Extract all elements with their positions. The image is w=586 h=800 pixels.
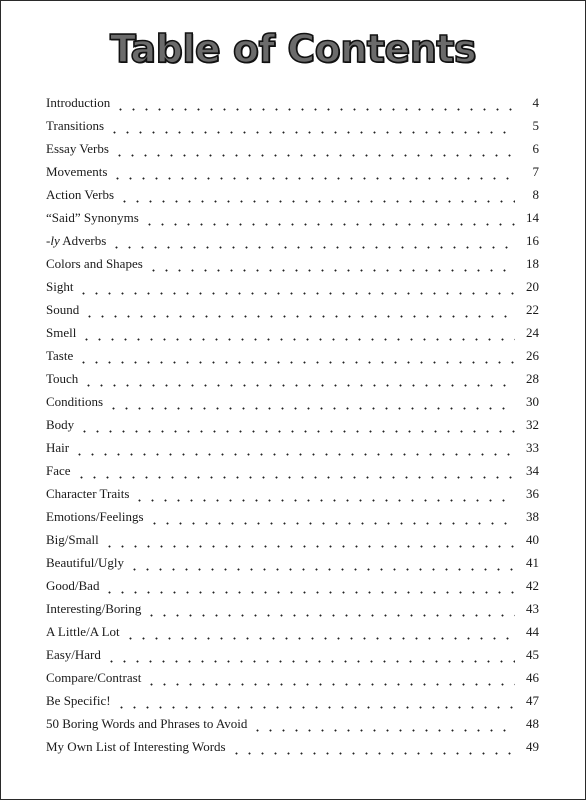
italic-prefix: -ly <box>46 233 60 248</box>
toc-entry-page-number: 30 <box>526 394 539 409</box>
toc-entry[interactable] <box>46 647 539 670</box>
toc-entry[interactable] <box>46 509 539 532</box>
toc-entry-title: Beautiful/Ugly <box>46 555 124 570</box>
dot-leader <box>108 131 515 134</box>
toc-entry[interactable] <box>46 463 539 486</box>
toc-entry[interactable] <box>46 417 539 440</box>
dot-leader <box>128 568 515 571</box>
dot-leader <box>82 384 515 387</box>
dot-leader <box>75 476 515 479</box>
toc-entry-page-number: 5 <box>532 118 539 133</box>
toc-entry[interactable] <box>46 624 539 647</box>
toc-entry-page-number: 47 <box>526 693 539 708</box>
toc-entry-page-number: 46 <box>526 670 539 685</box>
toc-entry[interactable] <box>46 348 539 371</box>
toc-entry[interactable] <box>46 141 539 164</box>
page-title: Table of Contents <box>109 27 477 71</box>
dot-leader <box>143 223 515 226</box>
toc-entry-page-number: 45 <box>526 647 539 662</box>
toc-entry[interactable] <box>46 555 539 578</box>
toc-entry-title: Sight <box>46 279 74 294</box>
dot-leader <box>110 246 515 249</box>
toc-entry[interactable] <box>46 118 539 141</box>
toc-entry-title: “Said” Synonyms <box>46 210 139 225</box>
dot-leader <box>114 108 515 111</box>
toc-entry[interactable] <box>46 486 539 509</box>
toc-entry-page-number: 18 <box>526 256 539 271</box>
toc-entry-page-number: 26 <box>526 348 539 363</box>
toc-entry-page-number: 32 <box>526 417 539 432</box>
toc-entry-title: Touch <box>46 371 79 386</box>
toc-entry-title: Hair <box>46 440 70 455</box>
toc-entry-page-number: 16 <box>526 233 539 248</box>
toc-entry-title: Smell <box>46 325 77 340</box>
toc-entry[interactable] <box>46 578 539 601</box>
toc-entry-page-number: 7 <box>532 164 539 179</box>
toc-entry-page-number: 22 <box>526 302 539 317</box>
toc-entry-title: Compare/Contrast <box>46 670 142 685</box>
toc-entry[interactable] <box>46 164 539 187</box>
toc-entry-page-number: 20 <box>526 279 539 294</box>
toc-entry-title: 50 Boring Words and Phrases to Avoid <box>46 716 248 731</box>
table-of-contents <box>46 95 539 762</box>
toc-entry-page-number: 36 <box>526 486 539 501</box>
dot-leader <box>148 522 516 525</box>
toc-entry-title: Good/Bad <box>46 578 100 593</box>
toc-entry[interactable] <box>46 210 539 233</box>
toc-entry-page-number: 4 <box>532 95 539 110</box>
toc-entry-page-number: 28 <box>526 371 539 386</box>
toc-entry[interactable] <box>46 371 539 394</box>
dot-leader <box>107 407 515 410</box>
toc-entry-title: Colors and Shapes <box>46 256 143 271</box>
toc-entry-title: Be Specific! <box>46 693 111 708</box>
toc-entry[interactable] <box>46 325 539 348</box>
toc-entry-page-number: 33 <box>526 440 539 455</box>
toc-entry[interactable] <box>46 670 539 693</box>
toc-entry-title: Transitions <box>46 118 105 133</box>
dot-leader <box>111 177 515 180</box>
toc-entry-page-number: 40 <box>526 532 539 547</box>
toc-entry[interactable] <box>46 233 539 256</box>
toc-entry[interactable] <box>46 532 539 555</box>
dot-leader <box>113 154 515 157</box>
toc-entry[interactable] <box>46 739 539 762</box>
dot-leader <box>145 683 515 686</box>
toc-entry[interactable] <box>46 279 539 302</box>
dot-leader <box>133 499 515 502</box>
toc-entry-title: Movements <box>46 164 108 179</box>
toc-entry[interactable] <box>46 394 539 417</box>
dot-leader <box>115 706 515 709</box>
toc-entry-title: Essay Verbs <box>46 141 109 156</box>
dot-leader <box>78 430 515 433</box>
toc-entry-page-number: 43 <box>526 601 539 616</box>
toc-entry-title: Big/Small <box>46 532 99 547</box>
toc-entry-title: Emotions/Feelings <box>46 509 144 524</box>
dot-leader <box>124 637 515 640</box>
toc-entry[interactable] <box>46 95 539 118</box>
toc-entry-page-number: 34 <box>526 463 539 478</box>
toc-entry[interactable] <box>46 440 539 463</box>
toc-entry-title: Taste <box>46 348 74 363</box>
toc-entry-title: Interesting/Boring <box>46 601 142 616</box>
toc-entry-title: Body <box>46 417 75 432</box>
toc-entry-page-number: 44 <box>526 624 539 639</box>
toc-entry[interactable] <box>46 302 539 325</box>
dot-leader <box>73 453 515 456</box>
dot-leader <box>103 591 515 594</box>
dot-leader <box>77 292 515 295</box>
toc-entry-page-number: 8 <box>532 187 539 202</box>
toc-entry-page-number: 6 <box>532 141 539 156</box>
dot-leader <box>83 315 515 318</box>
toc-entry-title: Sound <box>46 302 80 317</box>
toc-entry-page-number: 41 <box>526 555 539 570</box>
toc-entry[interactable] <box>46 716 539 739</box>
toc-entry-page-number: 14 <box>526 210 539 225</box>
toc-entry-title: -ly Adverbs <box>46 233 107 248</box>
toc-entry-title: Action Verbs <box>46 187 115 202</box>
dot-leader <box>77 361 515 364</box>
toc-entry-title: Conditions <box>46 394 104 409</box>
toc-entry[interactable] <box>46 256 539 279</box>
toc-entry-page-number: 24 <box>526 325 539 340</box>
toc-entry-title: Introduction <box>46 95 111 110</box>
dot-leader <box>230 752 515 755</box>
toc-entry[interactable] <box>46 693 539 716</box>
toc-entry[interactable] <box>46 187 539 210</box>
dot-leader <box>118 200 515 203</box>
toc-entry-title: My Own List of Interesting Words <box>46 739 226 754</box>
dot-leader <box>80 338 515 341</box>
toc-entry-title: Easy/Hard <box>46 647 101 662</box>
toc-entry-page-number: 48 <box>526 716 539 731</box>
dot-leader <box>147 269 515 272</box>
dot-leader <box>105 660 515 663</box>
toc-entry-page-number: 38 <box>526 509 539 524</box>
dot-leader <box>145 614 515 617</box>
toc-entry-title: Face <box>46 463 71 478</box>
toc-entry-title: Character Traits <box>46 486 130 501</box>
toc-entry-page-number: 49 <box>526 739 539 754</box>
toc-entry-page-number: 42 <box>526 578 539 593</box>
dot-leader <box>103 545 515 548</box>
dot-leader <box>251 729 515 732</box>
toc-entry-title: A Little/A Lot <box>46 624 120 639</box>
toc-entry[interactable] <box>46 601 539 624</box>
